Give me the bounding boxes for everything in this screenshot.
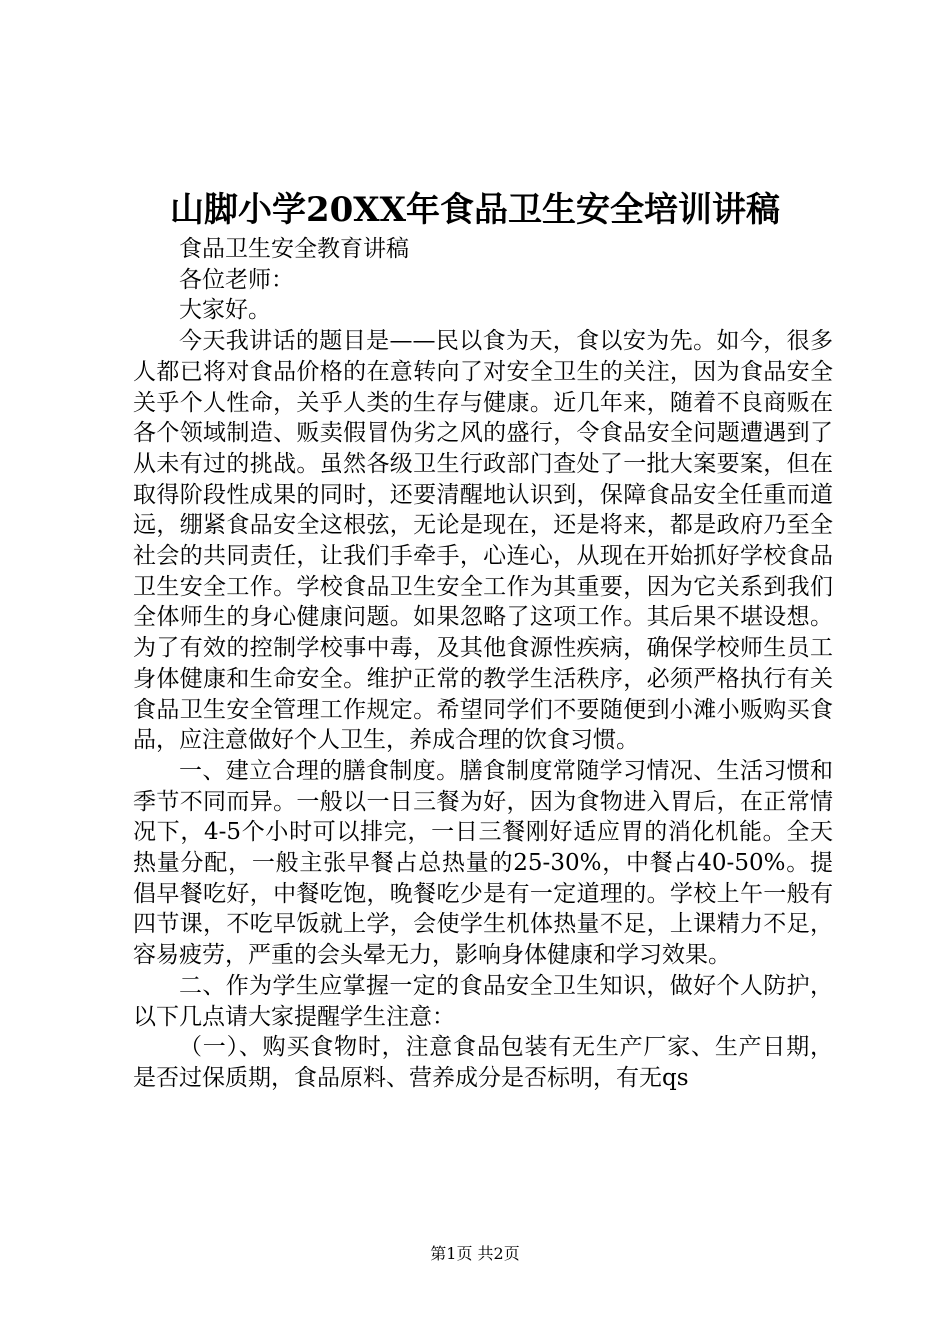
section-two-paragraph: 二、作为学生应掌握一定的食品安全卫生知识，做好个人防护，以下几点请大家提醒学生注意： <box>133 972 833 1030</box>
subtitle-paragraph: 食品卫生安全教育讲稿 <box>179 236 409 262</box>
section-one-paragraph: 一、建立合理的膳食制度。膳食制度常随学习情况、生活习惯和季节不同而异。一般以一日三餐为好，因为食物进入胃后，在正常情况下，4-5个小时可以排完，一日三餐刚好适应胃的消化机能。全天热量分配，一般主张早餐占总热量的25-30%，中餐占40-50%。提倡早餐吃好，中餐吃饱，晚餐吃少是有一定道理的。学校上午一般有四节课，不吃早饭就上学，会使学生机体热量不足，上课精力不足，容易疲劳，严重的会头晕无力，影响身体健康和学习效果。 <box>133 757 833 969</box>
document-title: 山脚小学20XX年食品卫生安全培训讲稿 <box>169 190 781 230</box>
greeting-paragraph: 大家好。 <box>179 297 271 324</box>
subsection-one-paragraph: （一）、购买食物时，注意食品包装有无生产厂家、生产日期，是否过保质期，食品原料、营养成分是否标明，有无qs <box>133 1034 833 1091</box>
document-body <box>133 234 833 1094</box>
page-footer: 第1页 共2页 <box>430 1244 520 1263</box>
salutation-paragraph: 各位老师： <box>179 266 294 293</box>
intro-paragraph: 今天我讲话的题目是——民以食为天，食以安为先。如今，很多人都已将对食品价格的在意转向了对安全卫生的关注，因为食品安全关乎个人性命，关乎人类的生存与健康。近几年来，随着不良商贩在各个领域制造、贩卖假冒伪劣之风的盛行，令食品安全问题遭遇到了从未有过的挑战。虽然各级卫生行政部门查处了一批大案要案，但在取得阶段性成果的同时，还要清醒地认识到，保障食品安全任重而道远，绷紧食品安全这根弦，无论是现在，还是将来，都是政府乃至全社会的共同责任，让我们手牵手，心连心，从现在开始抓好学校食品卫生安全工作。学校食品卫生安全工作为其重要，因为它关系到我们全体师生的身心健康问题。如果忽略了这项工作。其后果不堪设想。为了有效的控制学校事中毒，及其他食源性疾病，确保学校师生员工身体健康和生命安全。维护正常的教学生活秩序，必须严格执行有关食品卫生安全管理工作规定。希望同学们不要随便到小滩小贩购买食品，应注意做好个人卫生，养成合理的饮食习惯。 <box>133 328 833 754</box>
